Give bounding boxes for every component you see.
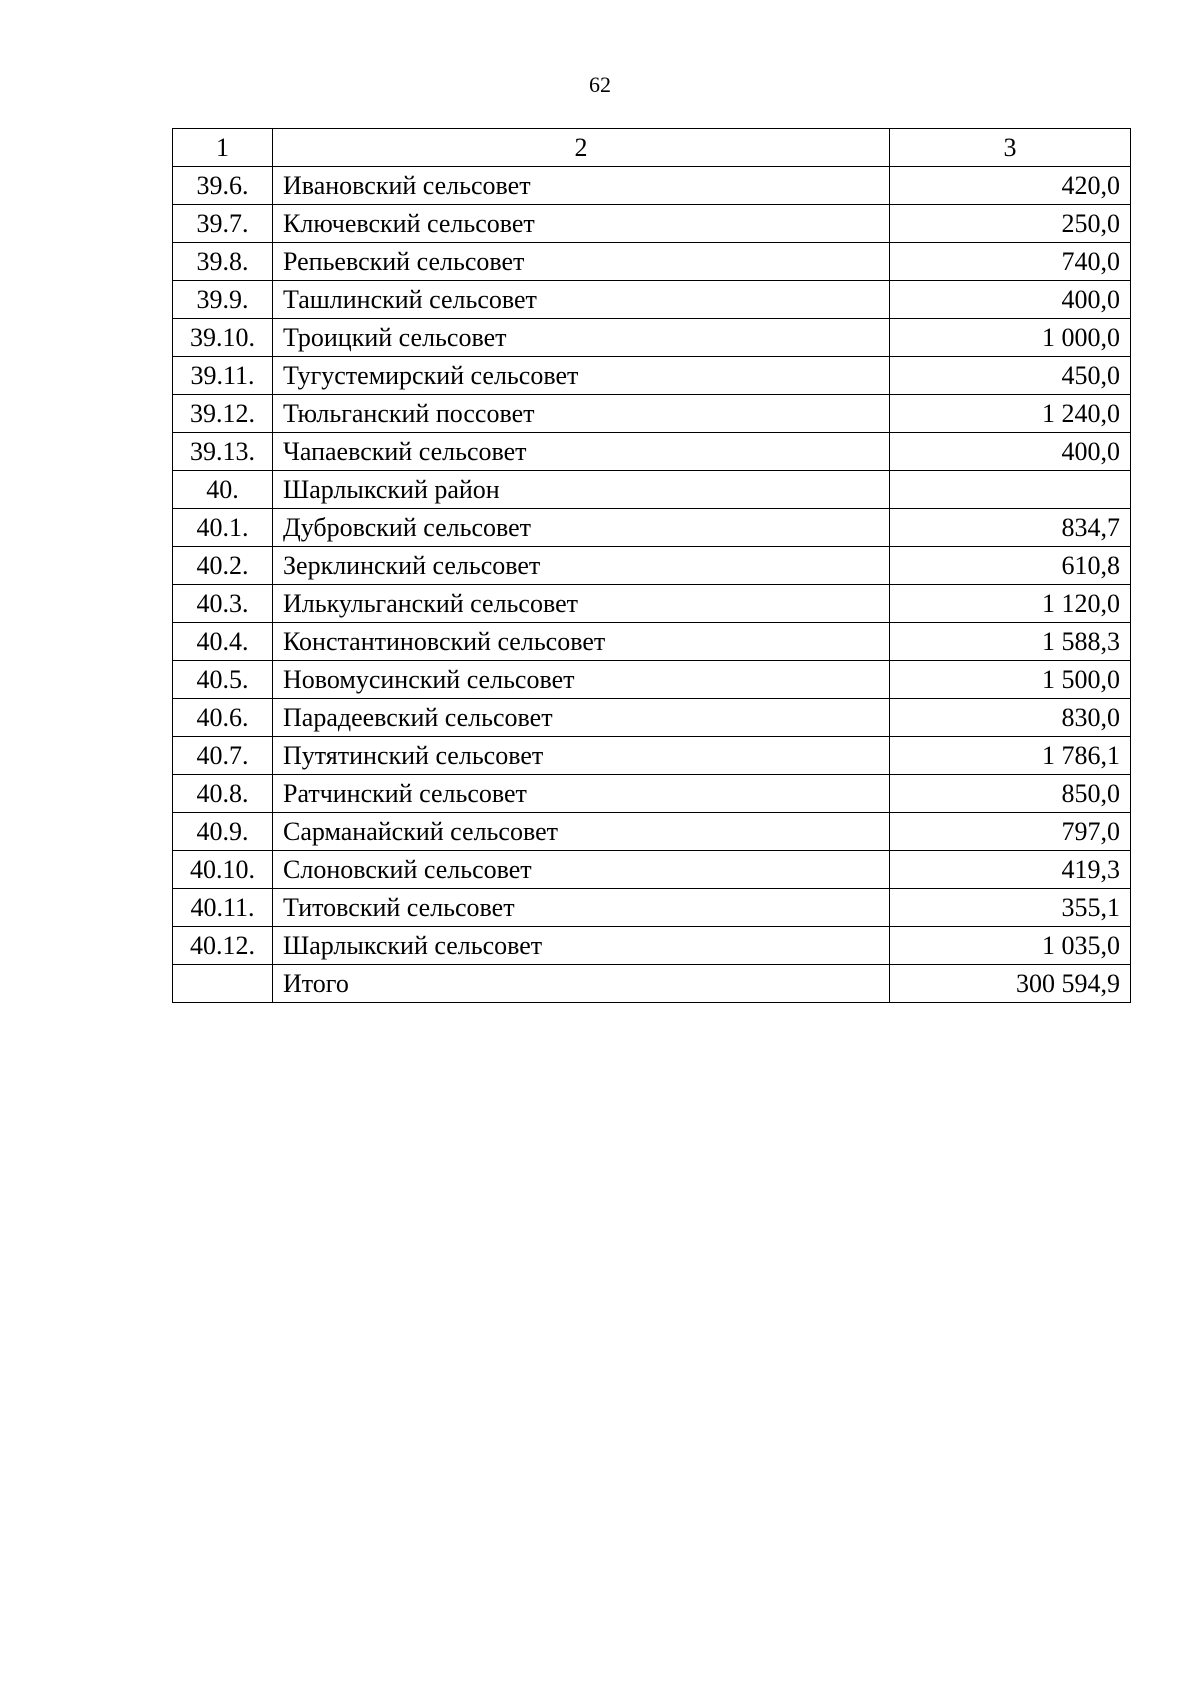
row-value-cell: 420,0 [890,167,1131,205]
row-name-cell: Ивановский сельсовет [273,167,890,205]
total-label: Итого [273,965,890,1003]
table-row [173,699,1131,737]
row-value-cell: 834,7 [890,509,1131,547]
row-number-cell: 39.8. [173,243,273,281]
row-name-cell: Ташлинский сельсовет [273,281,890,319]
table-row [173,927,1131,965]
row-value-cell: 850,0 [890,775,1131,813]
row-name-cell: Тюльганский поссовет [273,395,890,433]
row-name-cell: Константиновский сельсовет [273,623,890,661]
page-number: 62 [589,72,611,97]
row-value-cell: 419,3 [890,851,1131,889]
total-row [173,965,1131,1003]
row-number-cell: 40.12. [173,927,273,965]
row-value-cell: 450,0 [890,357,1131,395]
row-name-cell: Репьевский сельсовет [273,243,890,281]
table-row [173,661,1131,699]
row-number-cell: 40.7. [173,737,273,775]
total-value: 300 594,9 [890,965,1131,1003]
row-name-cell: Слоновский сельсовет [273,851,890,889]
table-row [173,395,1131,433]
row-value-cell: 355,1 [890,889,1131,927]
row-value-cell: 1 000,0 [890,319,1131,357]
row-name-cell: Ратчинский сельсовет [273,775,890,813]
row-number-cell: 40. [173,471,273,509]
row-value-cell: 1 240,0 [890,395,1131,433]
row-name-cell: Новомусинский сельсовет [273,661,890,699]
row-value-cell: 740,0 [890,243,1131,281]
table-row [173,205,1131,243]
row-value-cell [890,471,1131,509]
row-name-cell: Сарманайский сельсовет [273,813,890,851]
row-name-cell: Чапаевский сельсовет [273,433,890,471]
table-row [173,243,1131,281]
table-row [173,319,1131,357]
total-empty-cell [173,965,273,1003]
row-name-cell: Парадеевский сельсовет [273,699,890,737]
data-table [172,128,1131,1003]
row-name-cell: Илькульганский сельсовет [273,585,890,623]
table-row [173,851,1131,889]
row-value-cell: 400,0 [890,433,1131,471]
row-name-cell: Шарлыкский район [273,471,890,509]
row-value-cell: 797,0 [890,813,1131,851]
row-value-cell: 1 588,3 [890,623,1131,661]
row-name-cell: Троицкий сельсовет [273,319,890,357]
table-row [173,547,1131,585]
row-name-cell: Ключевский сельсовет [273,205,890,243]
column-header-2: 2 [273,129,890,167]
row-value-cell: 610,8 [890,547,1131,585]
table-row [173,813,1131,851]
row-name-cell: Зерклинский сельсовет [273,547,890,585]
row-number-cell: 39.6. [173,167,273,205]
row-number-cell: 40.9. [173,813,273,851]
table-row [173,281,1131,319]
row-number-cell: 40.8. [173,775,273,813]
row-value-cell: 1 786,1 [890,737,1131,775]
table-body [173,129,1131,1003]
row-number-cell: 40.5. [173,661,273,699]
row-number-cell: 40.3. [173,585,273,623]
table-row [173,585,1131,623]
row-number-cell: 39.11. [173,357,273,395]
column-header-3: 3 [890,129,1131,167]
row-name-cell: Шарлыкский сельсовет [273,927,890,965]
column-header-1: 1 [173,129,273,167]
row-number-cell: 39.12. [173,395,273,433]
row-value-cell: 1 500,0 [890,661,1131,699]
row-value-cell: 1 035,0 [890,927,1131,965]
row-name-cell: Дубровский сельсовет [273,509,890,547]
table-row [173,471,1131,509]
row-name-cell: Путятинский сельсовет [273,737,890,775]
row-number-cell: 40.4. [173,623,273,661]
table-row [173,775,1131,813]
row-value-cell: 1 120,0 [890,585,1131,623]
row-number-cell: 39.9. [173,281,273,319]
row-name-cell: Титовский сельсовет [273,889,890,927]
table-row [173,737,1131,775]
table-row [173,433,1131,471]
row-value-cell: 250,0 [890,205,1131,243]
table-row [173,357,1131,395]
row-value-cell: 400,0 [890,281,1131,319]
table-header-row [173,129,1131,167]
table-row [173,889,1131,927]
row-value-cell: 830,0 [890,699,1131,737]
row-number-cell: 39.13. [173,433,273,471]
row-number-cell: 40.10. [173,851,273,889]
row-number-cell: 39.10. [173,319,273,357]
table-row [173,509,1131,547]
row-number-cell: 39.7. [173,205,273,243]
table-row [173,623,1131,661]
row-name-cell: Тугустемирский сельсовет [273,357,890,395]
row-number-cell: 40.1. [173,509,273,547]
row-number-cell: 40.6. [173,699,273,737]
table-row [173,167,1131,205]
row-number-cell: 40.11. [173,889,273,927]
row-number-cell: 40.2. [173,547,273,585]
